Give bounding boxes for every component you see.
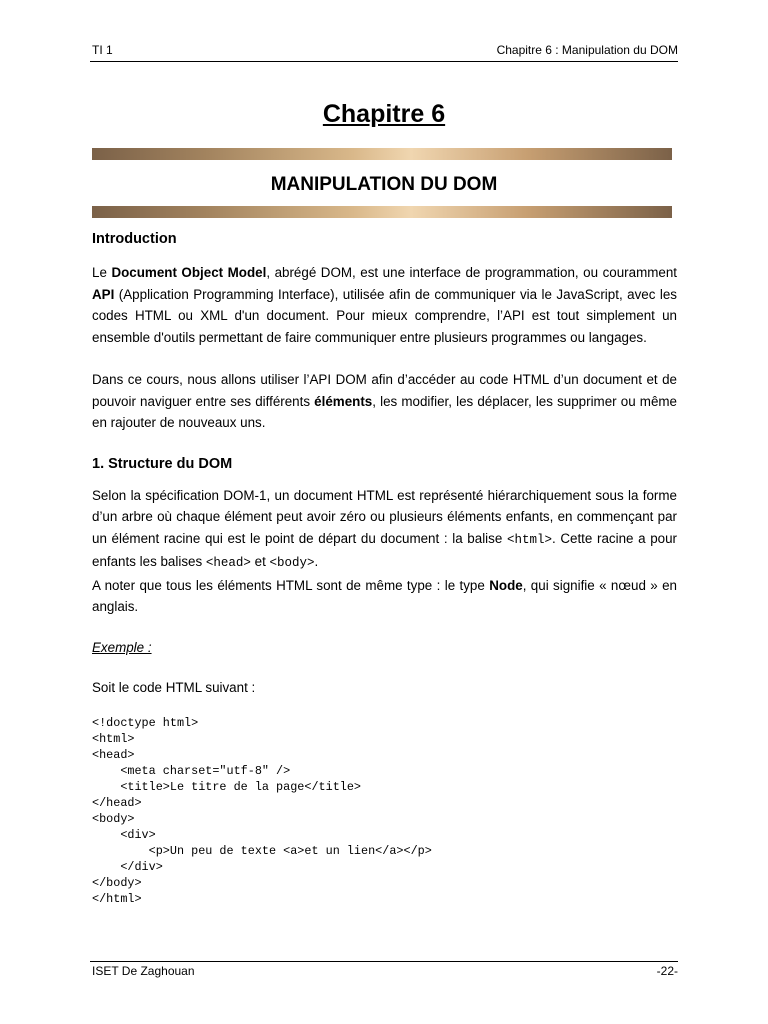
code-html-tag: <html> [506, 532, 552, 547]
chapter-subtitle: MANIPULATION DU DOM [270, 174, 498, 195]
term-api: API [92, 286, 115, 302]
text: et [250, 554, 270, 569]
text: Le [92, 265, 112, 280]
intro-heading: Introduction [92, 231, 177, 247]
code-block: <!doctype html> <html> <head> <meta charset="utf-8" /> <title>Le titre de la page</title> </head> <body> <div> <p>Un peu de texte <a>et un lien</a></p> </div> </body> </html> [92, 715, 432, 906]
text: Dans ce cours, nous allons utiliser l’API DOM afin d’accéder au code HTML d’un document et de pouvoir naviguer entre ses différents [92, 372, 677, 409]
footer-institution: ISET De Zaghouan [92, 964, 195, 978]
chapter-title [0, 100, 768, 129]
code-head-tag: <head> [205, 556, 251, 570]
decorative-band-top [92, 148, 672, 160]
header-rule [90, 61, 678, 62]
section-1-paragraph-1 [92, 485, 677, 575]
code-intro: Soit le code HTML suivant : [92, 680, 256, 695]
chapter-title-text: Chapitre 6 [322, 100, 446, 128]
intro-paragraph-1 [92, 262, 677, 348]
footer-rule [90, 961, 678, 962]
section-1-paragraph-2 [92, 575, 677, 618]
header-course: TI 1 [92, 43, 113, 57]
text: , qui signifie « nœud » en anglais. [92, 577, 677, 614]
text: , abrégé DOM, est une interface de programmation, ou couramment [266, 265, 678, 280]
example-label [92, 637, 677, 659]
example-label-text: Exemple : [92, 639, 152, 655]
decorative-band-bottom [92, 206, 672, 218]
text: Selon la spécification DOM-1, un document HTML est représenté hiérarchiquement sous la forme d’un arbre où chaque élément peut avoir zéro ou plusieurs éléments enfants, en commençant par un élément racine qui est le point de départ du document : la balise [92, 487, 677, 546]
term-dom: Document Object Model [111, 265, 267, 280]
text: . Cette racine a pour enfants les balises [92, 530, 678, 569]
section-1-heading: 1. Structure du DOM [92, 455, 233, 472]
term-node: Node [489, 577, 523, 593]
text: A noter que tous les éléments HTML sont de même type : le type [92, 577, 490, 593]
text: . [314, 554, 319, 569]
text: (Application Programming Interface), utilisée afin de communiquer via le JavaScript, avec les codes HTML ou XML d'un document. Pour mieux comprendre, l’API est tout simplement un ensemble d'outils permettant de faire communiquer entre plusieurs programmes ou langages. [92, 286, 677, 345]
intro-paragraph-2 [92, 369, 677, 434]
code-body-tag: <body> [269, 556, 315, 570]
header-chapter: Chapitre 6 : Manipulation du DOM [496, 43, 678, 57]
page-content [92, 228, 677, 907]
page-number: -22- [656, 964, 678, 978]
term-elements: éléments [314, 393, 373, 409]
text: , les modifier, les déplacer, les supprimer ou même en rajouter de nouveaux uns. [92, 393, 677, 430]
